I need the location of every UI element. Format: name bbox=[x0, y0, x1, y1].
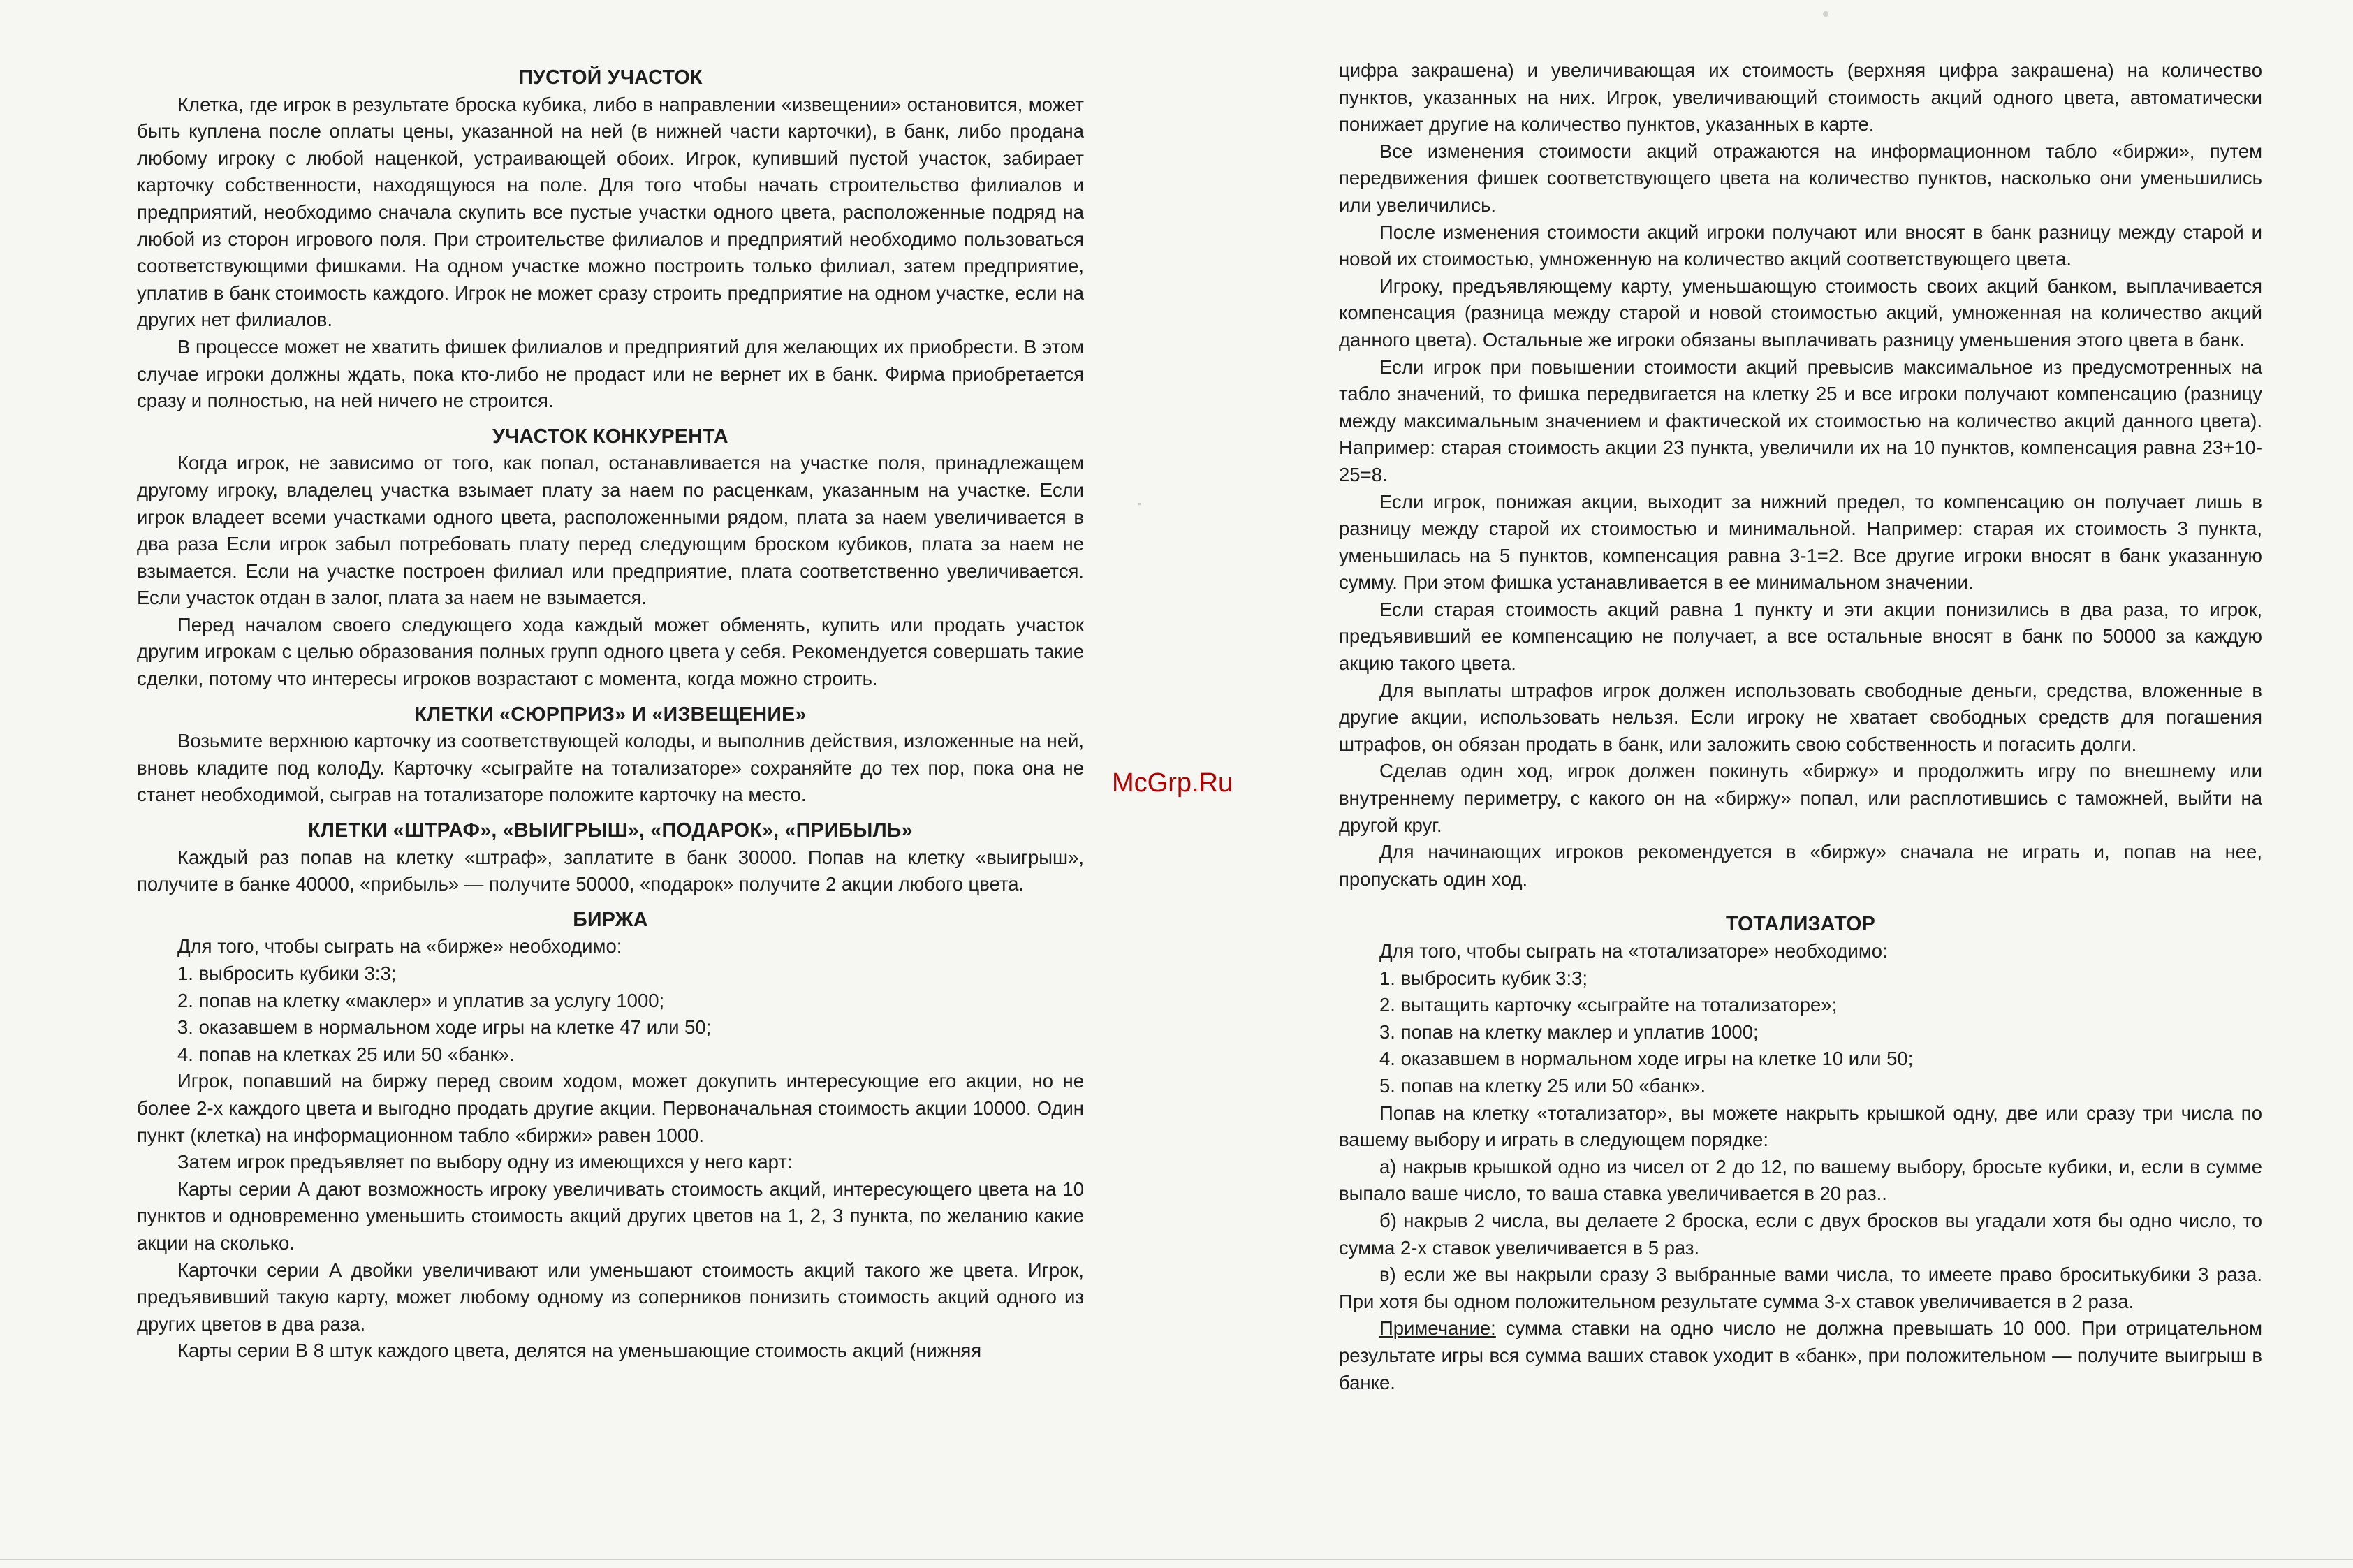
paragraph: в) если же вы накрыли сразу 3 выбранные вами числа, то имеете право броситькубики 3 раза. При хотя бы одном положительном результате сумма 3-х ставок увеличивается в 2 раза. bbox=[1339, 1263, 2262, 1312]
paragraph: Все изменения стоимости акций отражаются на информационном табло «биржи», путем передвижения фишек соответствующего цвета на количество пунктов, насколько они уменьшились или увеличились. bbox=[1339, 140, 2262, 216]
paragraph: Если старая стоимость акций равна 1 пункту и эти акции понизились в два раза, то игрок, предъявивший ее компенсацию не получает, а все остальные вносят в банк по 50000 за каждую акцию такого цвета. bbox=[1339, 598, 2262, 675]
paragraph: Карты серии В 8 штук каждого цвета, делятся на уменьшающие стоимость акций (нижняя bbox=[177, 1340, 982, 1362]
list-item: 1. выбросить кубик 3:3; bbox=[1379, 967, 1588, 989]
paragraph: цифра закрашена) и увеличивающая их стоимость (верхняя цифра закрашена) на количество пунктов, указанных на них. Игрок, увеличивающий стоимость акций одного цвета, автоматически понижает другие на количество пунктов, указанных в карте. bbox=[1339, 59, 2262, 135]
watermark: McGrp.Ru bbox=[1112, 768, 1233, 798]
paragraph: После изменения стоимости акций игроки получают или вносят в банк разницу между старой и новой их стоимостью, умноженную на количество акций соответствующего цвета. bbox=[1339, 221, 2262, 270]
list-item: 4. оказавшем в нормальном ходе игры на клетке 10 или 50; bbox=[1379, 1048, 1914, 1070]
page-edge bbox=[0, 1559, 2353, 1560]
paragraph: Попав на клетку «тотализатор», вы можете накрыть крышкой одну, две или сразу три числа по вашему выбору и играть в следующем порядке: bbox=[1339, 1101, 2262, 1151]
paragraph: Для выплаты штрафов игрок должен использовать свободные деньги, средства, вложенные в другие акции, использовать нельзя. Если игроку не хватает свободных средств для погашения штрафов, он обязан продать в банк, или заложить свою собственность и погасить долги. bbox=[1339, 679, 2262, 755]
paragraph: Для того, чтобы сыграть на «бирже» необходимо: bbox=[177, 935, 622, 958]
paragraph: Когда игрок, не зависимо от того, как попал, останавливается на участке поля, принадлежащем другому игроку, владелец участка взымает плату за наем по расценкам, указанным на участке. Если игрок владеет всеми участками одного цвета, расположенными рядом, плата за наем увеличивается в два раза Если игрок забыл потребовать плату перед следующим броском кубиков, плата за наем не взымается. Если на участке построен филиал или предприятие, плата соответственно увеличивается. Если участок отдан в залог, плата за наем не взымается. bbox=[137, 452, 1084, 609]
list-item: 5. попав на клетку 25 или 50 «банк». bbox=[1379, 1074, 1706, 1097]
fold-mark bbox=[1138, 503, 1141, 505]
paragraph: б) накрыв 2 числа, вы делаете 2 броска, если с двух бросков вы угадали хотя бы одно число, то сумма 2-х ставок увеличивается в 5 раз. bbox=[1339, 1209, 2262, 1259]
paragraph: Игроку, предъявляющему карту, уменьшающую стоимость своих акций банком, выплачивается компенсация (разница между старой и новой стоимостью акций, умноженная на количество акций данного цвета). Остальные же игроки обязаны выплачивать разницу уменьшения этого цвета в банк. bbox=[1339, 274, 2262, 351]
paragraph: Перед началом своего следующего хода каждый может обменять, купить или продать участок другим игрокам с целью образования полных групп одного цвета у себя. Рекомендуется совершать такие сделки, потому что интересы игроков возрастают с момента, когда можно строить. bbox=[137, 613, 1084, 690]
list-item: 3. попав на клетку маклер и уплатив 1000; bbox=[1379, 1020, 1759, 1043]
heading-competitor-plot: УЧАСТОК КОНКУРЕНТА bbox=[492, 425, 728, 448]
note-label: Примечание: bbox=[1379, 1317, 1496, 1340]
left-page bbox=[0, 0, 1176, 1568]
paragraph: Затем игрок предъявляет по выбору одну из имеющихся у него карт: bbox=[177, 1151, 793, 1173]
heading-fine-cells: КЛЕТКИ «ШТРАФ», «ВЫИГРЫШ», «ПОДАРОК», «ПРИБЫЛЬ» bbox=[308, 819, 913, 842]
paragraph: Если игрок, понижая акции, выходит за нижний предел, то компенсацию он получает лишь в разницу между старой их стоимостью и минимальной. Например: старая их стоимость 3 пункта, уменьшилась на 5 пунктов, компенсация равна 3-1=2. Все другие игроки вносят в банк указанную сумму. При этом фишка устанавливается в ее минимальном значении. bbox=[1339, 490, 2262, 594]
paragraph: Сделав один ход, игрок должен покинуть «биржу» и продолжить игру по внешнему или внутреннему периметру, с какого он на «биржу» попал, или расплотившись с таможней, выйти на другой круг. bbox=[1339, 760, 2262, 836]
paragraph: а) накрыв крышкой одно из чисел от 2 до 12, по вашему выбору, бросьте кубики, и, если в сумме выпало ваше число, то ваша ставка увеличивается в 20 раз.. bbox=[1339, 1155, 2262, 1205]
paragraph: Игрок, попавший на биржу перед своим ходом, может докупить интересующие его акции, но не более 2-х каждого цвета и выгодно продать другие акции. Первоначальная стоимость акции 10000. Один пункт (клетка) на информационном табло «биржи» равен 1000. bbox=[137, 1070, 1084, 1146]
paragraph: Карточки серии А двойки увеличивают или уменьшают стоимость акций такого же цвета. Игрок, предъявивший такую карту, может любому одному из соперников понизить стоимость акций одного из других цветов в два раза. bbox=[137, 1259, 1084, 1335]
list-item: 2. вытащить карточку «сыграйте на тотализаторе»; bbox=[1379, 994, 1838, 1016]
list-item: 2. попав на клетку «маклер» и уплатив за услугу 1000; bbox=[177, 989, 665, 1011]
left-column bbox=[137, 64, 1084, 1365]
note-text: сумма ставки на одно число не должна превышать 10 000. При отрицательном результате игры вся сумма ваших ставок уходит в «банк», при положительном — получите выигрыш в банке. bbox=[1339, 1317, 2262, 1393]
paragraph: Возьмите верхнюю карточку из соответствующей колоды, и выполнив действия, изложенные на ней, вновь кладите под колоДу. Карточку «сыграйте на тотализаторе» сохраняйте до тех пор, пока она не станет необходимой, сыграв на тотализаторе положите карточку на место. bbox=[137, 730, 1084, 806]
paragraph: Клетка, где игрок в результате броска кубика, либо в направлении «извещении» остановится, может быть куплена после оплаты цены, указанной на ней (в нижней части карточки), в банк, либо продана любому игроку с любой наценкой, устраивающей обоих. Игрок, купивший пустой участок, забирает карточку собственности, находящуюся на поле. Для того чтобы начать строительство филиалов и предприятий, необходимо сначала скупить все пустые участки одного цвета, расположенные подряд на любой из сторон игрового поля. При строительстве филиалов и предприятий необходимо пользоваться соответствующими фишками. На одном участке можно построить только филиал, затем предприятие, уплатив в банк стоимость каждого. Игрок не может сразу строить предприятие на одном участке, если на других нет филиалов. bbox=[137, 93, 1084, 331]
paragraph: Для начинающих игроков рекомендуется в «биржу» сначала не играть и, попав на нее, пропускать один ход. bbox=[1339, 841, 2262, 890]
paragraph: Каждый раз попав на клетку «штраф», заплатите в банк 30000. Попав на клетку «выигрыш», получите в банке 40000, «прибыль» — получите 50000, «подарок» получите 2 акции любого цвета. bbox=[137, 846, 1084, 895]
heading-surprise-cells: КЛЕТКИ «СЮРПРИЗ» И «ИЗВЕЩЕНИЕ» bbox=[414, 703, 807, 726]
note-paragraph bbox=[1339, 1315, 2262, 1396]
list-item: 1. выбросить кубики 3:3; bbox=[177, 962, 397, 984]
heading-empty-plot: ПУСТОЙ УЧАСТОК bbox=[518, 66, 703, 89]
paragraph: Карты серии А дают возможность игроку увеличивать стоимость акций, интересующего цвета на 10 пунктов и одновременно уменьшить стоимость акций других цветов на 1, 2, 3 пункта, по желанию какие акции на сколько. bbox=[137, 1178, 1084, 1254]
list-item: 4. попав на клетках 25 или 50 «банк». bbox=[177, 1043, 515, 1065]
right-column bbox=[1339, 57, 2262, 1396]
paragraph: Для того, чтобы сыграть на «тотализаторе» необходимо: bbox=[1379, 940, 1888, 962]
paragraph: В процессе может не хватить фишек филиалов и предприятий для желающих их приобрести. В этом случае игроки должны ждать, пока кто-либо не продаст или не вернет их в банк. Фирма приобретается сразу и полностью, на ней ничего не строится. bbox=[137, 335, 1084, 412]
heading-exchange: БИРЖА bbox=[573, 908, 648, 931]
heading-totalizator: ТОТАЛИЗАТОР bbox=[1725, 913, 1876, 936]
paragraph: Если игрок при повышении стоимости акций превысив максимальное из предусмотренных на табло значений, то фишка передвигается на клетку 25 и все игроки получают компенсацию (разницу между максимальным значением и фактической их стоимостью на количество акций данного цвета). Например: старая стоимость акции 23 пункта, увеличили их на 10 пунктов, компенсация равна 23+10-25=8. bbox=[1339, 356, 2262, 485]
list-item: 3. оказавшем в нормальном ходе игры на клетке 47 или 50; bbox=[177, 1016, 712, 1039]
